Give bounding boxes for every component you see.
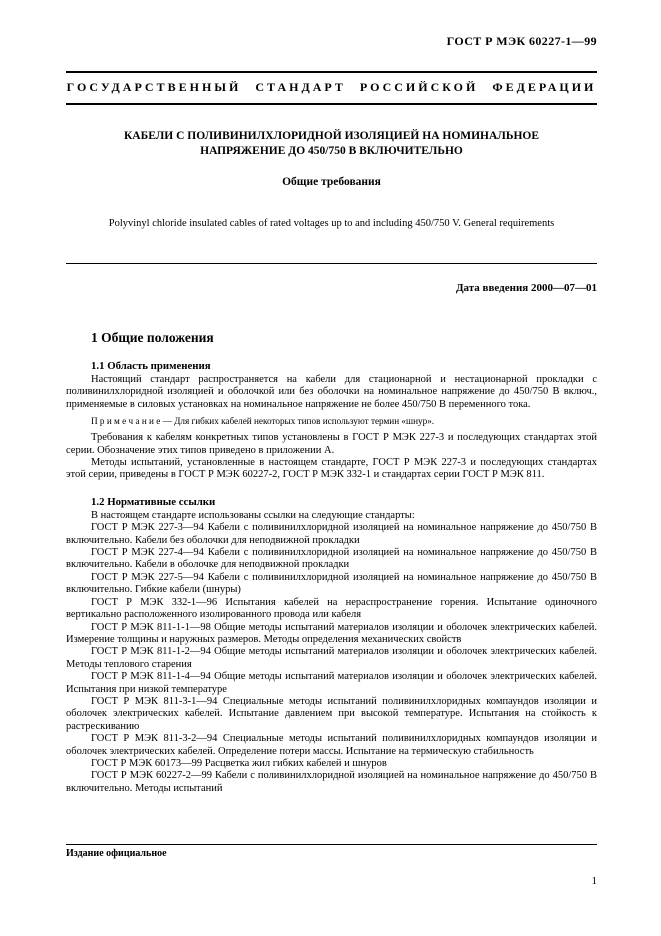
divider-rule bbox=[66, 263, 597, 264]
effective-date: Дата введения 2000—07—01 bbox=[455, 282, 597, 294]
paragraph-scope-3: Методы испытаний, установленные в настоящем стандарте, ГОСТ Р МЭК 227-3 и последующих стандартах этой серии, приведены в ГОСТ Р МЭК 60227-2, ГОСТ Р МЭК 332-1 и стандартах серии ГОСТ Р МЭК 811. bbox=[66, 457, 597, 481]
paragraph-scope-1: Настоящий стандарт распространяется на кабели для стационарной и нестационарной прокладки с поливинилхлоридной изоляцией и оболочкой или без оболочки на номинальное напряжение до 450/750 В включ., применяемые в силовых установках на номинальное напряжение не более 450/750 В переменного тока. bbox=[66, 374, 597, 410]
reference-item: ГОСТ Р МЭК 811-1-2—94 Общие методы испытаний материалов изоляции и оболочек электрических кабелей. Методы теплового старения bbox=[66, 646, 597, 670]
reference-item: ГОСТ Р МЭК 811-1-4—94 Общие методы испытаний материалов изоляции и оболочек электрических кабелей. Испытания при низкой температуре bbox=[66, 671, 597, 695]
document-title: КАБЕЛИ С ПОЛИВИНИЛХЛОРИДНОЙ ИЗОЛЯЦИЕЙ НА НОМИНАЛЬНОЕ НАПРЯЖЕНИЕ ДО 450/750 В ВКЛЮЧИТЕЛЬНО bbox=[123, 130, 540, 157]
references-list bbox=[66, 522, 597, 795]
reference-item: ГОСТ Р МЭК 332-1—96 Испытания кабелей на нераспространение горения. Испытание одиночного вертикально расположенного изолированного провода или кабеля bbox=[66, 596, 597, 621]
reference-item: ГОСТ Р МЭК 811-3-1—94 Специальные методы испытаний поливинилхлоридных компаундов изоляции и оболочек электрических кабелей. Испытание давлением при высокой температуре. Испытания на стойкость к растрескиванию bbox=[66, 695, 597, 732]
reference-item: ГОСТ Р МЭК 60173—99 Расцветка жил гибких кабелей и шнуров bbox=[91, 757, 387, 769]
page-number: 1 bbox=[591, 875, 597, 887]
standard-banner: ГОСУДАРСТВЕННЫЙ СТАНДАРТ РОССИЙСКОЙ ФЕДЕРАЦИИ bbox=[66, 71, 597, 105]
edition-label: Издание официальное bbox=[66, 848, 167, 859]
subsection-1-1-heading: 1.1 Область применения bbox=[91, 360, 211, 372]
reference-item: ГОСТ Р МЭК 227-4—94 Кабели с поливинилхлоридной изоляцией на номинальное напряжение до 450/750 В включительно. Кабели в оболочке для неподвижной прокладки bbox=[66, 547, 597, 571]
footer-rule bbox=[66, 844, 597, 845]
section-1-heading: 1 Общие положения bbox=[91, 330, 214, 345]
page-footer bbox=[66, 844, 597, 887]
page-header-doc-code: ГОСТ Р МЭК 60227-1—99 bbox=[446, 34, 597, 48]
note-paragraph: П р и м е ч а н и е — Для гибких кабелей некоторых типов используют термин «шнур». bbox=[91, 416, 435, 427]
document-title-english: Polyvinyl chloride insulated cables of rated voltages up to and including 450/750 V. General requirements bbox=[108, 218, 555, 229]
reference-item: ГОСТ Р МЭК 811-1-1—98 Общие методы испытаний материалов изоляции и оболочек электрических кабелей. Измерение толщины и наружных размеров. Методы определения механических свойств bbox=[66, 621, 597, 645]
reference-item: ГОСТ Р МЭК 811-3-2—94 Специальные методы испытаний поливинилхлоридных компаундов изоляции и оболочек электрических кабелей. Определение потери массы. Испытание на термическую стабильность bbox=[66, 733, 597, 757]
subsection-1-2-heading: 1.2 Нормативные ссылки bbox=[91, 495, 216, 508]
reference-item: ГОСТ Р МЭК 60227-2—99 Кабели с поливинилхлоридной изоляцией на номинальное напряжение до 450/750 В включительно. Методы испытаний bbox=[66, 770, 597, 794]
reference-item: ГОСТ Р МЭК 227-3—94 Кабели с поливинилхлоридной изоляцией на номинальное напряжение до 450/750 В включительно. Кабели без оболочки для неподвижной прокладки bbox=[66, 522, 597, 546]
references-intro: В настоящем стандарте использованы ссылки на следующие стандарты: bbox=[91, 509, 415, 521]
paragraph-scope-2: Требования к кабелям конкретных типов установлены в ГОСТ Р МЭК 227-3 и последующих стандартах этой серии. Обозначение этих типов приведено в приложении А. bbox=[66, 432, 597, 456]
reference-item: ГОСТ Р МЭК 227-5—94 Кабели с поливинилхлоридной изоляцией на номинальное напряжение до 450/750 В включительно. Гибкие кабели (шнуры) bbox=[66, 571, 597, 596]
document-subtitle: Общие требования bbox=[282, 176, 381, 188]
